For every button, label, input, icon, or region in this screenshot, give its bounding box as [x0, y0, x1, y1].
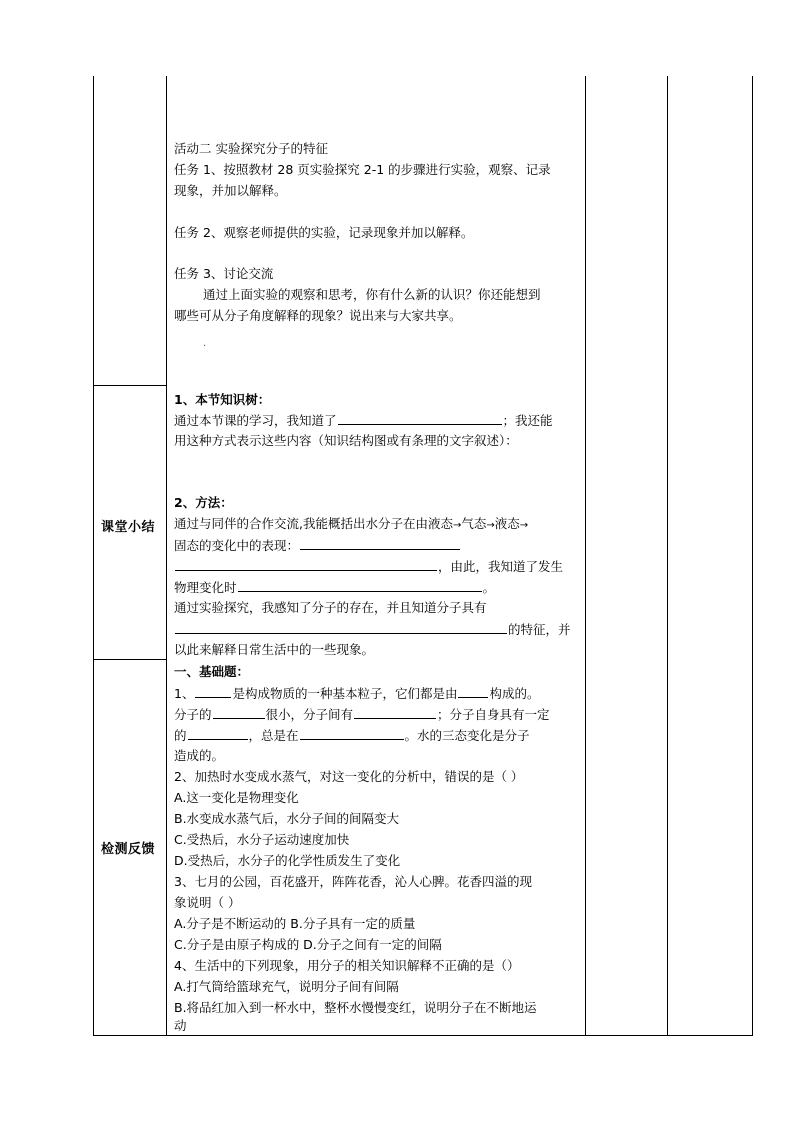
- method-line-4-post: 。: [482, 580, 496, 595]
- knowledge-tree-heading: 1、本节知识树：: [174, 392, 271, 407]
- table-border-left: [93, 76, 94, 1036]
- basic-questions-heading: 一、基础题：: [174, 664, 250, 679]
- q1-line-3-mid: ，总是在: [248, 728, 299, 743]
- q1-blank-2[interactable]: [458, 683, 488, 698]
- method-line-2: [174, 535, 461, 556]
- stray-dot: .: [203, 338, 207, 349]
- q1-line-3-post: 。水的三态变化是分子: [404, 728, 530, 743]
- feedback-row-label: 检测反馈: [101, 842, 156, 857]
- q4-option-b-cont: 动: [174, 1018, 187, 1033]
- q2-option-b: B.水变成水蒸气后，水分子间的间隔变大: [174, 811, 400, 826]
- method-line-7: 以此来解释日常生活中的一些现象。: [174, 642, 375, 657]
- q2-option-a: A.这一变化是物理变化: [174, 790, 299, 805]
- discussion-line-2: 哪些可从分子角度解释的现象？说出来与大家共享。: [174, 308, 462, 323]
- method-line-2-text: 固态的变化中的表现：: [174, 538, 300, 553]
- gas-state-text: 气态: [461, 516, 487, 531]
- q3-options-ab: A.分子是不断运动的 B.分子具有一定的质量: [174, 916, 416, 931]
- knowledge-blank[interactable]: [338, 410, 502, 425]
- method-line-3-text: ，由此，我知道了发生: [438, 559, 564, 574]
- method-heading: 2、方法：: [174, 495, 233, 510]
- summary-line-1-pre: 通过本节课的学习，我知道了: [174, 413, 337, 428]
- method-line-4-pre: 物理变化时: [174, 580, 237, 595]
- q1-line-2: [174, 704, 550, 725]
- table-border-col1: [166, 76, 167, 1036]
- q1-line-1-mid: 是构成物质的一种基本粒子，它们都是由: [232, 686, 458, 701]
- arrow-icon: →: [519, 520, 529, 531]
- q1-blank-4[interactable]: [354, 704, 436, 719]
- q4-stem: 4、生活中的下列现象，用分子的相关知识解释不正确的是（）: [174, 958, 520, 973]
- molecule-feature-blank[interactable]: [175, 619, 507, 634]
- activity-title: 活动二 实验探究分子的特征: [174, 141, 328, 156]
- q1-blank-1[interactable]: [195, 683, 231, 698]
- method-line-4: [174, 577, 495, 598]
- method-line-1-text: 通过与同伴的合作交流,我能概括出水分子在由液态: [174, 516, 453, 531]
- table-border-bottom: [93, 1035, 753, 1036]
- task-1-line-1: 任务 1、按照教材 28 页实验探究 2-1 的步骤进行实验，观察、记录: [174, 162, 551, 177]
- q2-stem: 2、加热时水变成水蒸气，对这一变化的分析中，错误的是（ ）: [174, 769, 524, 784]
- row-divider-activity: [93, 385, 167, 386]
- liquid-state-text: 液态: [494, 516, 520, 531]
- q1-line-1: [174, 683, 539, 704]
- q1-line-3: [174, 725, 530, 746]
- q2-option-c: C.受热后，水分子运动速度加快: [174, 832, 350, 847]
- q4-option-a: A.打气筒给篮球充气，说明分子间有间隔: [174, 979, 399, 994]
- q1-line-2-pre: 分子的: [174, 707, 212, 722]
- q1-blank-6[interactable]: [300, 725, 404, 740]
- task-3: 任务 3、讨论交流: [174, 266, 274, 281]
- q1-line-2-post: ；分子自身具有一定: [437, 707, 550, 722]
- q1-blank-5[interactable]: [188, 725, 248, 740]
- table-border-col2: [585, 76, 586, 1036]
- arrow-icon: →: [486, 520, 495, 531]
- physical-change-blank[interactable]: [238, 577, 482, 592]
- summary-line-1-post: ；我还能: [502, 413, 553, 428]
- table-border-right: [752, 76, 753, 1036]
- table-border-col3: [667, 76, 668, 1036]
- summary-line-2: 用这种方式表示这些内容（知识结构图或有条理的文字叙述）：: [174, 433, 518, 448]
- task-2: 任务 2、观察老师提供的实验，记录现象并加以解释。: [174, 225, 474, 240]
- q1-line-1-post: 构成的。: [489, 686, 540, 701]
- q1-line-2-mid: 很小，分子间有: [265, 707, 354, 722]
- q3-stem-1: 3、七月的公园，百花盛开，阵阵花香，沁人心脾。花香四溢的现: [174, 874, 532, 889]
- q1-line-3-pre: 的: [174, 728, 187, 743]
- method-line-3: [174, 556, 563, 577]
- summary-row-label: 课堂小结: [101, 520, 156, 535]
- q2-option-d: D.受热后，水分子的化学性质发生了变化: [174, 853, 401, 868]
- q1-number: 1、: [174, 686, 195, 701]
- arrow-icon: →: [452, 520, 462, 531]
- q3-options-cd: C.分子是由原子构成的 D.分子之间有一定的间隔: [174, 937, 442, 952]
- row-divider-summary: [93, 659, 167, 660]
- q3-stem-2: 象说明（ ）: [174, 895, 241, 910]
- method-line-5: 通过实验探究，我感知了分子的存在，并且知道分子具有: [174, 600, 487, 615]
- method-line-6: [174, 619, 571, 640]
- state-change-blank[interactable]: [300, 535, 460, 550]
- state-change-blank-cont[interactable]: [175, 556, 437, 571]
- method-line-6-text: 的特征，并: [508, 622, 571, 637]
- method-line-1: [174, 514, 528, 536]
- q1-blank-3[interactable]: [213, 704, 265, 719]
- summary-line-1: [174, 410, 553, 431]
- discussion-line-1: 通过上面实验的观察和思考，你有什么新的认识？你还能想到: [203, 287, 541, 302]
- q4-option-b: B.将品红加入到一杯水中，整杯水慢慢变红，说明分子在不断地运: [174, 1000, 537, 1015]
- q1-line-4: 造成的。: [174, 748, 225, 763]
- task-1-line-2: 现象，并加以解释。: [174, 183, 287, 198]
